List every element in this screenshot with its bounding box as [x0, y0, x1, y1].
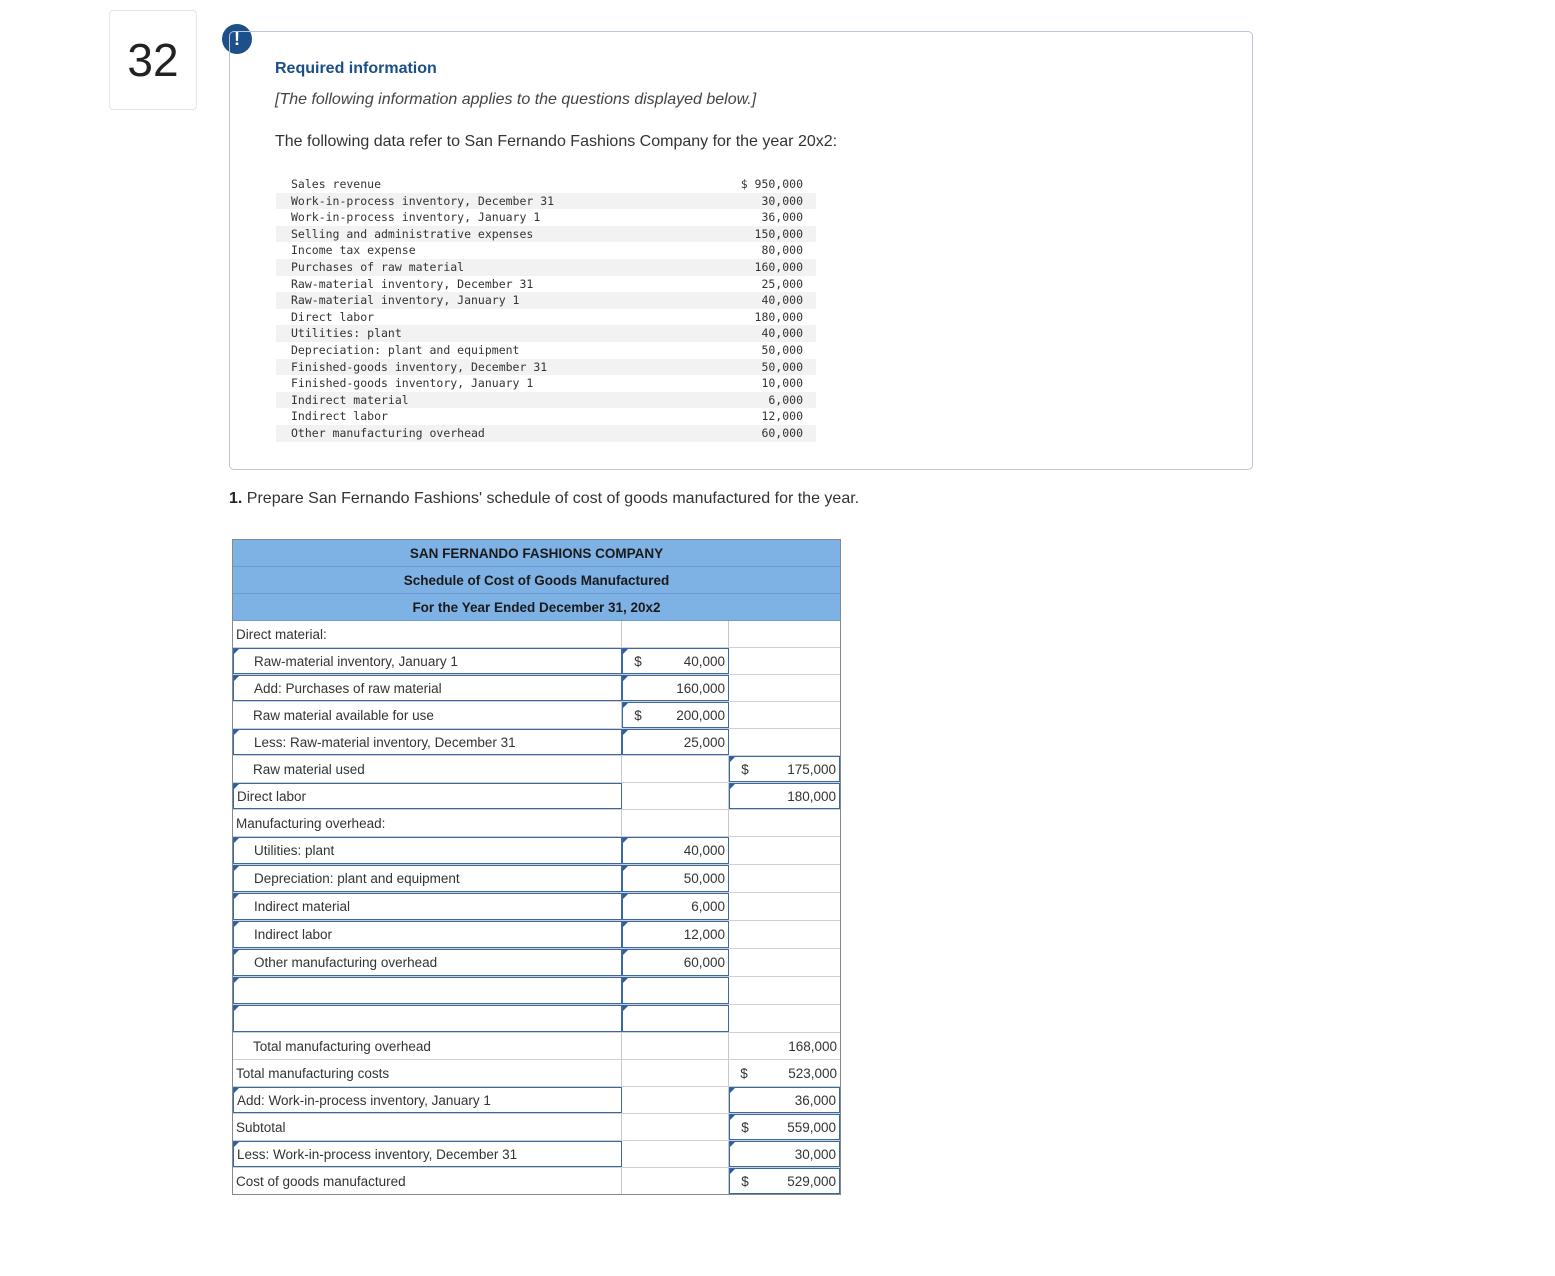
schedule-row [233, 1114, 840, 1141]
data-label: Direct labor [291, 309, 375, 324]
total-cell [729, 949, 840, 976]
row-label: Cost of goods manufactured [233, 1168, 622, 1194]
data-label: Utilities: plant [276, 325, 701, 342]
data-row [276, 176, 816, 193]
row-label-input[interactable]: Depreciation: plant and equipment [233, 865, 622, 892]
amount-input[interactable] [622, 1005, 729, 1032]
schedule-row [233, 865, 840, 893]
schedule-row [233, 675, 840, 702]
total-input[interactable] [729, 783, 840, 809]
amount-value: 12,000 [683, 927, 725, 942]
schedule-row [233, 1087, 840, 1114]
total-input[interactable] [729, 1168, 840, 1194]
data-label: Indirect material [276, 392, 701, 409]
schedule-row [233, 702, 840, 729]
amount-value: 200,000 [676, 707, 725, 723]
row-label-input[interactable]: Indirect material [233, 893, 622, 920]
amount-cell [622, 1033, 729, 1059]
schedule-row [233, 648, 840, 675]
row-label: Total manufacturing costs [233, 1060, 622, 1086]
data-row [276, 342, 816, 359]
cogm-schedule [232, 539, 841, 1195]
schedule-row [233, 949, 840, 977]
alert-icon: ! [222, 24, 252, 54]
schedule-row [233, 1033, 840, 1060]
total-cell [729, 1005, 840, 1032]
data-label: Work-in-process inventory, December 31 [276, 193, 701, 210]
schedule-row [233, 1060, 840, 1087]
schedule-row [233, 977, 840, 1005]
data-value: 36,000 [761, 210, 803, 225]
question-number: 32 [109, 10, 197, 110]
amount-cell [622, 1168, 729, 1194]
dollar-sign: $ [741, 1173, 749, 1189]
total-input[interactable] [729, 1141, 840, 1167]
amount-value: 40,000 [683, 843, 725, 858]
row-label: Direct material: [233, 621, 622, 647]
amount-input[interactable] [622, 921, 729, 948]
amount-cell [622, 756, 729, 782]
row-label-input[interactable]: Other manufacturing overhead [233, 949, 622, 976]
data-value: 50,000 [761, 342, 803, 357]
data-value: 80,000 [761, 243, 803, 258]
schedule-row [233, 1141, 840, 1168]
data-row [276, 309, 816, 326]
total-value: 529,000 [787, 1173, 836, 1189]
data-row [276, 325, 816, 342]
question-text: Prepare San Fernando Fashions' schedule of cost of goods manufactured for the year. [246, 490, 860, 507]
data-value: 12,000 [761, 409, 803, 424]
data-row [276, 193, 816, 210]
data-value: 10,000 [761, 376, 803, 391]
schedule-period: For the Year Ended December 31, 20x2 [233, 594, 840, 621]
schedule-row [233, 729, 840, 756]
amount-value: 50,000 [683, 871, 725, 886]
row-label-input[interactable]: Add: Work-in-process inventory, January 1 [233, 1087, 622, 1113]
dollar-sign: $ [740, 1065, 748, 1081]
required-info-note: [The following information applies to the questions displayed below.] [275, 91, 757, 108]
amount-input[interactable] [622, 893, 729, 920]
data-row [276, 375, 816, 392]
schedule-row [233, 837, 840, 865]
amount-input[interactable] [622, 648, 729, 674]
schedule-row [233, 893, 840, 921]
question-part-number: 1. [229, 490, 243, 507]
total-cell [729, 1060, 840, 1086]
data-label: Indirect labor [291, 409, 388, 424]
dollar-sign: $ [634, 707, 642, 723]
data-label: Depreciation: plant and equipment [291, 342, 520, 357]
row-label: Raw material used [233, 756, 622, 782]
total-cell [729, 837, 840, 864]
total-input[interactable] [729, 1087, 840, 1113]
data-value: 50,000 [701, 359, 816, 376]
total-cell [729, 893, 840, 920]
data-label: Finished-goods inventory, January 1 [291, 376, 534, 391]
amount-cell [622, 621, 729, 647]
row-label-input[interactable]: Direct labor [233, 783, 622, 809]
total-cell [729, 810, 840, 836]
row-label-input[interactable] [233, 1005, 622, 1032]
total-value: 523,000 [788, 1065, 837, 1081]
row-label: Raw material available for use [233, 702, 622, 728]
schedule-company: SAN FERNANDO FASHIONS COMPANY [233, 540, 840, 567]
data-label: Other manufacturing overhead [276, 425, 701, 442]
data-value: 160,000 [701, 259, 816, 276]
total-value: 175,000 [787, 761, 836, 777]
schedule-row [233, 756, 840, 783]
data-row [276, 276, 816, 293]
amount-input[interactable] [622, 977, 729, 1004]
data-label: Raw-material inventory, December 31 [291, 276, 534, 291]
amount-input[interactable] [622, 729, 729, 755]
dollar-sign: $ [741, 761, 749, 777]
data-value: 25,000 [761, 276, 803, 291]
data-row [276, 242, 816, 259]
total-value: 168,000 [788, 1038, 837, 1054]
data-value: $ 950,000 [740, 177, 803, 191]
schedule-row [233, 1005, 840, 1033]
row-label: Total manufacturing overhead [233, 1033, 622, 1059]
data-row [276, 425, 816, 442]
data-label: Raw-material inventory, January 1 [276, 292, 701, 309]
row-label-input[interactable]: Less: Raw-material inventory, December 31 [233, 729, 622, 755]
data-value: 180,000 [754, 309, 803, 324]
data-value: 150,000 [701, 226, 816, 243]
data-row [276, 259, 816, 276]
row-label-input[interactable] [233, 977, 622, 1004]
amount-input[interactable] [622, 949, 729, 976]
amount-input[interactable] [622, 702, 729, 728]
data-label: Selling and administrative expenses [276, 226, 701, 243]
amount-input[interactable] [622, 675, 729, 701]
total-value: 180,000 [787, 788, 836, 804]
total-value: 30,000 [794, 1146, 836, 1162]
row-label-input[interactable]: Raw-material inventory, January 1 [233, 648, 622, 674]
row-label-input[interactable]: Less: Work-in-process inventory, December 31 [233, 1141, 622, 1167]
row-label: Subtotal [233, 1114, 622, 1140]
row-label-input[interactable]: Add: Purchases of raw material [233, 675, 622, 701]
row-label: Manufacturing overhead: [233, 810, 622, 836]
data-row [276, 226, 816, 243]
data-label: Work-in-process inventory, January 1 [291, 210, 541, 225]
total-cell [729, 921, 840, 948]
amount-value: 160,000 [676, 680, 725, 696]
data-value: 40,000 [701, 325, 816, 342]
required-info-title: Required information [275, 60, 437, 77]
schedule-row [233, 810, 840, 837]
total-cell [729, 729, 840, 755]
amount-value: 25,000 [683, 734, 725, 750]
total-cell [729, 1033, 840, 1059]
total-cell [729, 702, 840, 728]
dollar-sign: $ [741, 1119, 749, 1135]
data-label: Income tax expense [291, 243, 416, 258]
schedule-row [233, 1168, 840, 1194]
data-row [276, 392, 816, 409]
amount-value: 40,000 [683, 653, 725, 669]
amount-cell [622, 1060, 729, 1086]
total-input[interactable] [729, 756, 840, 782]
question-prompt [229, 490, 859, 508]
amount-input[interactable] [622, 865, 729, 892]
schedule-row [233, 921, 840, 949]
total-cell [729, 865, 840, 892]
dollar-sign: $ [634, 653, 642, 669]
total-value: 36,000 [794, 1092, 836, 1108]
total-cell [729, 675, 840, 701]
data-value: 40,000 [701, 292, 816, 309]
data-row [276, 209, 816, 226]
total-cell [729, 977, 840, 1004]
data-value: 30,000 [701, 193, 816, 210]
amount-value: 60,000 [683, 955, 725, 970]
total-cell [729, 648, 840, 674]
schedule-row [233, 783, 840, 810]
amount-cell [622, 810, 729, 836]
total-input[interactable] [729, 1114, 840, 1140]
amount-cell [622, 783, 729, 809]
total-cell [729, 621, 840, 647]
row-label-input[interactable]: Utilities: plant [233, 837, 622, 864]
schedule-row [233, 621, 840, 648]
amount-value: 6,000 [691, 899, 725, 914]
schedule-title: Schedule of Cost of Goods Manufactured [233, 567, 840, 594]
amount-cell [622, 1087, 729, 1113]
data-row [276, 408, 816, 425]
total-value: 559,000 [787, 1119, 836, 1135]
data-row [276, 292, 816, 309]
data-label: Finished-goods inventory, December 31 [276, 359, 701, 376]
data-row [276, 359, 816, 376]
data-label: Sales revenue [291, 177, 382, 191]
data-intro: The following data refer to San Fernando Fashions Company for the year 20x2: [275, 133, 838, 150]
given-data-table [276, 176, 816, 442]
data-label: Purchases of raw material [276, 259, 701, 276]
amount-cell [622, 1114, 729, 1140]
amount-cell [622, 1141, 729, 1167]
amount-input[interactable] [622, 837, 729, 864]
data-value: 6,000 [701, 392, 816, 409]
row-label-input[interactable]: Indirect labor [233, 921, 622, 948]
data-value: 60,000 [701, 425, 816, 442]
